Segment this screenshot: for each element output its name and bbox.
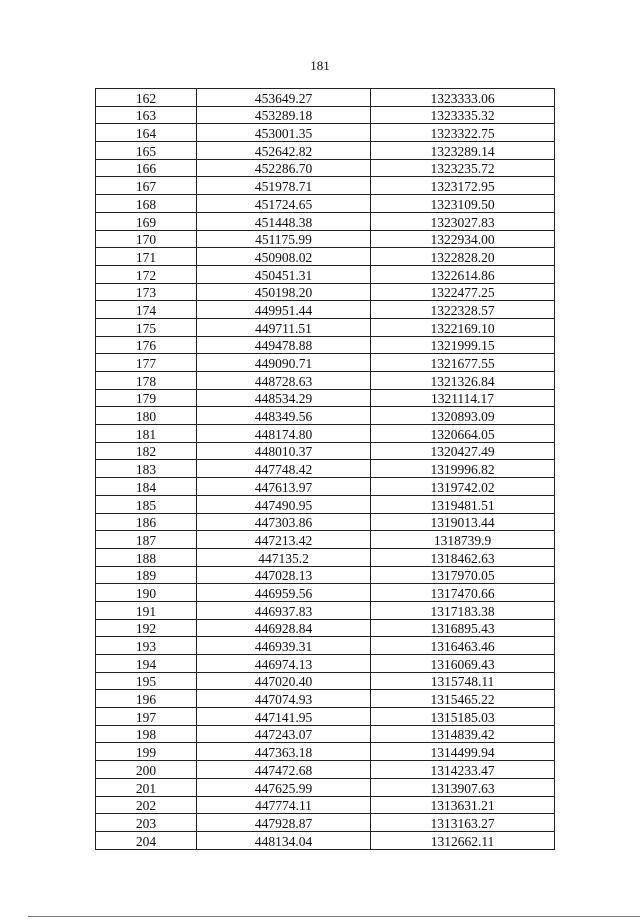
- point-number-cell: 189: [96, 566, 197, 584]
- table-row: [96, 124, 555, 142]
- x-coordinate-cell: 449951.44: [197, 301, 371, 319]
- point-number-cell: 203: [96, 814, 197, 832]
- point-number-cell: 181: [96, 425, 197, 443]
- y-coordinate-cell: 1319742.02: [371, 478, 555, 496]
- point-number-cell: 200: [96, 761, 197, 779]
- y-coordinate-cell: 1319996.82: [371, 460, 555, 478]
- x-coordinate-cell: 447928.87: [197, 814, 371, 832]
- table-row: [96, 637, 555, 655]
- y-coordinate-cell: 1323335.32: [371, 106, 555, 124]
- coordinate-table-body: [96, 89, 555, 850]
- point-number-cell: 192: [96, 619, 197, 637]
- point-number-cell: 190: [96, 584, 197, 602]
- point-number-cell: 176: [96, 336, 197, 354]
- point-number-cell: 170: [96, 230, 197, 248]
- y-coordinate-cell: 1316069.43: [371, 655, 555, 673]
- y-coordinate-cell: 1323333.06: [371, 89, 555, 107]
- x-coordinate-cell: 447135.2: [197, 548, 371, 566]
- y-coordinate-cell: 1320893.09: [371, 407, 555, 425]
- point-number-cell: 165: [96, 142, 197, 160]
- y-coordinate-cell: 1315748.11: [371, 672, 555, 690]
- point-number-cell: 180: [96, 407, 197, 425]
- x-coordinate-cell: 448134.04: [197, 831, 371, 849]
- point-number-cell: 179: [96, 389, 197, 407]
- table-row: [96, 778, 555, 796]
- table-row: [96, 460, 555, 478]
- x-coordinate-cell: 447213.42: [197, 531, 371, 549]
- y-coordinate-cell: 1322934.00: [371, 230, 555, 248]
- table-row: [96, 708, 555, 726]
- point-number-cell: 167: [96, 177, 197, 195]
- y-coordinate-cell: 1313163.27: [371, 814, 555, 832]
- table-row: [96, 814, 555, 832]
- point-number-cell: 199: [96, 743, 197, 761]
- table-row: [96, 655, 555, 673]
- x-coordinate-cell: 451448.38: [197, 212, 371, 230]
- x-coordinate-cell: 453001.35: [197, 124, 371, 142]
- x-coordinate-cell: 447028.13: [197, 566, 371, 584]
- y-coordinate-cell: 1316895.43: [371, 619, 555, 637]
- y-coordinate-cell: 1321326.84: [371, 372, 555, 390]
- table-row: [96, 265, 555, 283]
- x-coordinate-cell: 446939.31: [197, 637, 371, 655]
- x-coordinate-cell: 451724.65: [197, 195, 371, 213]
- table-row: [96, 142, 555, 160]
- point-number-cell: 163: [96, 106, 197, 124]
- point-number-cell: 177: [96, 354, 197, 372]
- x-coordinate-cell: 448534.29: [197, 389, 371, 407]
- y-coordinate-cell: 1317970.05: [371, 566, 555, 584]
- x-coordinate-cell: 446974.13: [197, 655, 371, 673]
- table-row: [96, 619, 555, 637]
- table-row: [96, 672, 555, 690]
- table-row: [96, 566, 555, 584]
- y-coordinate-cell: 1322614.86: [371, 265, 555, 283]
- table-row: [96, 531, 555, 549]
- x-coordinate-cell: 447141.95: [197, 708, 371, 726]
- y-coordinate-cell: 1318462.63: [371, 548, 555, 566]
- table-row: [96, 725, 555, 743]
- point-number-cell: 195: [96, 672, 197, 690]
- point-number-cell: 174: [96, 301, 197, 319]
- x-coordinate-cell: 451978.71: [197, 177, 371, 195]
- point-number-cell: 194: [96, 655, 197, 673]
- point-number-cell: 171: [96, 248, 197, 266]
- y-coordinate-cell: 1323027.83: [371, 212, 555, 230]
- y-coordinate-cell: 1315465.22: [371, 690, 555, 708]
- point-number-cell: 197: [96, 708, 197, 726]
- table-row: [96, 230, 555, 248]
- point-number-cell: 162: [96, 89, 197, 107]
- table-row: [96, 425, 555, 443]
- table-row: [96, 301, 555, 319]
- x-coordinate-cell: 447363.18: [197, 743, 371, 761]
- table-row: [96, 831, 555, 849]
- y-coordinate-cell: 1321677.55: [371, 354, 555, 372]
- x-coordinate-cell: 447613.97: [197, 478, 371, 496]
- point-number-cell: 186: [96, 513, 197, 531]
- y-coordinate-cell: 1314499.94: [371, 743, 555, 761]
- point-number-cell: 182: [96, 442, 197, 460]
- table-row: [96, 442, 555, 460]
- table-row: [96, 690, 555, 708]
- y-coordinate-cell: 1313907.63: [371, 778, 555, 796]
- table-row: [96, 601, 555, 619]
- table-row: [96, 248, 555, 266]
- table-row: [96, 584, 555, 602]
- point-number-cell: 188: [96, 548, 197, 566]
- x-coordinate-cell: 448349.56: [197, 407, 371, 425]
- x-coordinate-cell: 447748.42: [197, 460, 371, 478]
- point-number-cell: 168: [96, 195, 197, 213]
- y-coordinate-cell: 1323235.72: [371, 159, 555, 177]
- table-row: [96, 212, 555, 230]
- x-coordinate-cell: 447243.07: [197, 725, 371, 743]
- y-coordinate-cell: 1322328.57: [371, 301, 555, 319]
- point-number-cell: 201: [96, 778, 197, 796]
- table-row: [96, 407, 555, 425]
- x-coordinate-cell: 451175.99: [197, 230, 371, 248]
- x-coordinate-cell: 447303.86: [197, 513, 371, 531]
- y-coordinate-cell: 1321999.15: [371, 336, 555, 354]
- x-coordinate-cell: 448010.37: [197, 442, 371, 460]
- x-coordinate-cell: 450908.02: [197, 248, 371, 266]
- y-coordinate-cell: 1313631.21: [371, 796, 555, 814]
- coordinate-table: [95, 88, 555, 850]
- y-coordinate-cell: 1321114.17: [371, 389, 555, 407]
- table-row: [96, 336, 555, 354]
- table-row: [96, 478, 555, 496]
- table-row: [96, 195, 555, 213]
- y-coordinate-cell: 1314233.47: [371, 761, 555, 779]
- y-coordinate-cell: 1323322.75: [371, 124, 555, 142]
- y-coordinate-cell: 1319481.51: [371, 495, 555, 513]
- point-number-cell: 191: [96, 601, 197, 619]
- table-row: [96, 495, 555, 513]
- x-coordinate-cell: 450451.31: [197, 265, 371, 283]
- x-coordinate-cell: 446959.56: [197, 584, 371, 602]
- y-coordinate-cell: 1323289.14: [371, 142, 555, 160]
- table-row: [96, 354, 555, 372]
- x-coordinate-cell: 447074.93: [197, 690, 371, 708]
- x-coordinate-cell: 447020.40: [197, 672, 371, 690]
- table-row: [96, 159, 555, 177]
- table-row: [96, 743, 555, 761]
- point-number-cell: 169: [96, 212, 197, 230]
- y-coordinate-cell: 1312662.11: [371, 831, 555, 849]
- x-coordinate-cell: 449090.71: [197, 354, 371, 372]
- table-row: [96, 761, 555, 779]
- point-number-cell: 175: [96, 318, 197, 336]
- table-row: [96, 796, 555, 814]
- scan-edge-line: [28, 916, 640, 917]
- y-coordinate-cell: 1317183.38: [371, 601, 555, 619]
- point-number-cell: 185: [96, 495, 197, 513]
- x-coordinate-cell: 452642.82: [197, 142, 371, 160]
- point-number-cell: 184: [96, 478, 197, 496]
- point-number-cell: 164: [96, 124, 197, 142]
- y-coordinate-cell: 1314839.42: [371, 725, 555, 743]
- page-number: 181: [310, 58, 330, 73]
- table-row: [96, 372, 555, 390]
- y-coordinate-cell: 1322169.10: [371, 318, 555, 336]
- y-coordinate-cell: 1323109.50: [371, 195, 555, 213]
- x-coordinate-cell: 450198.20: [197, 283, 371, 301]
- point-number-cell: 198: [96, 725, 197, 743]
- point-number-cell: 196: [96, 690, 197, 708]
- x-coordinate-cell: 453649.27: [197, 89, 371, 107]
- y-coordinate-cell: 1322477.25: [371, 283, 555, 301]
- point-number-cell: 183: [96, 460, 197, 478]
- table-row: [96, 283, 555, 301]
- point-number-cell: 172: [96, 265, 197, 283]
- table-row: [96, 89, 555, 107]
- x-coordinate-cell: 449711.51: [197, 318, 371, 336]
- x-coordinate-cell: 446928.84: [197, 619, 371, 637]
- x-coordinate-cell: 449478.88: [197, 336, 371, 354]
- x-coordinate-cell: 447490.95: [197, 495, 371, 513]
- point-number-cell: 202: [96, 796, 197, 814]
- x-coordinate-cell: 447472.68: [197, 761, 371, 779]
- y-coordinate-cell: 1315185.03: [371, 708, 555, 726]
- point-number-cell: 178: [96, 372, 197, 390]
- table-row: [96, 389, 555, 407]
- y-coordinate-cell: 1318739.9: [371, 531, 555, 549]
- x-coordinate-cell: 447625.99: [197, 778, 371, 796]
- point-number-cell: 187: [96, 531, 197, 549]
- table-row: [96, 106, 555, 124]
- y-coordinate-cell: 1316463.46: [371, 637, 555, 655]
- table-row: [96, 318, 555, 336]
- y-coordinate-cell: 1322828.20: [371, 248, 555, 266]
- x-coordinate-cell: 448174.80: [197, 425, 371, 443]
- point-number-cell: 193: [96, 637, 197, 655]
- x-coordinate-cell: 447774.11: [197, 796, 371, 814]
- x-coordinate-cell: 453289.18: [197, 106, 371, 124]
- y-coordinate-cell: 1317470.66: [371, 584, 555, 602]
- table-row: [96, 513, 555, 531]
- x-coordinate-cell: 452286.70: [197, 159, 371, 177]
- y-coordinate-cell: 1319013.44: [371, 513, 555, 531]
- y-coordinate-cell: 1323172.95: [371, 177, 555, 195]
- x-coordinate-cell: 446937.83: [197, 601, 371, 619]
- point-number-cell: 204: [96, 831, 197, 849]
- x-coordinate-cell: 448728.63: [197, 372, 371, 390]
- y-coordinate-cell: 1320664.05: [371, 425, 555, 443]
- table-row: [96, 548, 555, 566]
- point-number-cell: 173: [96, 283, 197, 301]
- y-coordinate-cell: 1320427.49: [371, 442, 555, 460]
- point-number-cell: 166: [96, 159, 197, 177]
- table-row: [96, 177, 555, 195]
